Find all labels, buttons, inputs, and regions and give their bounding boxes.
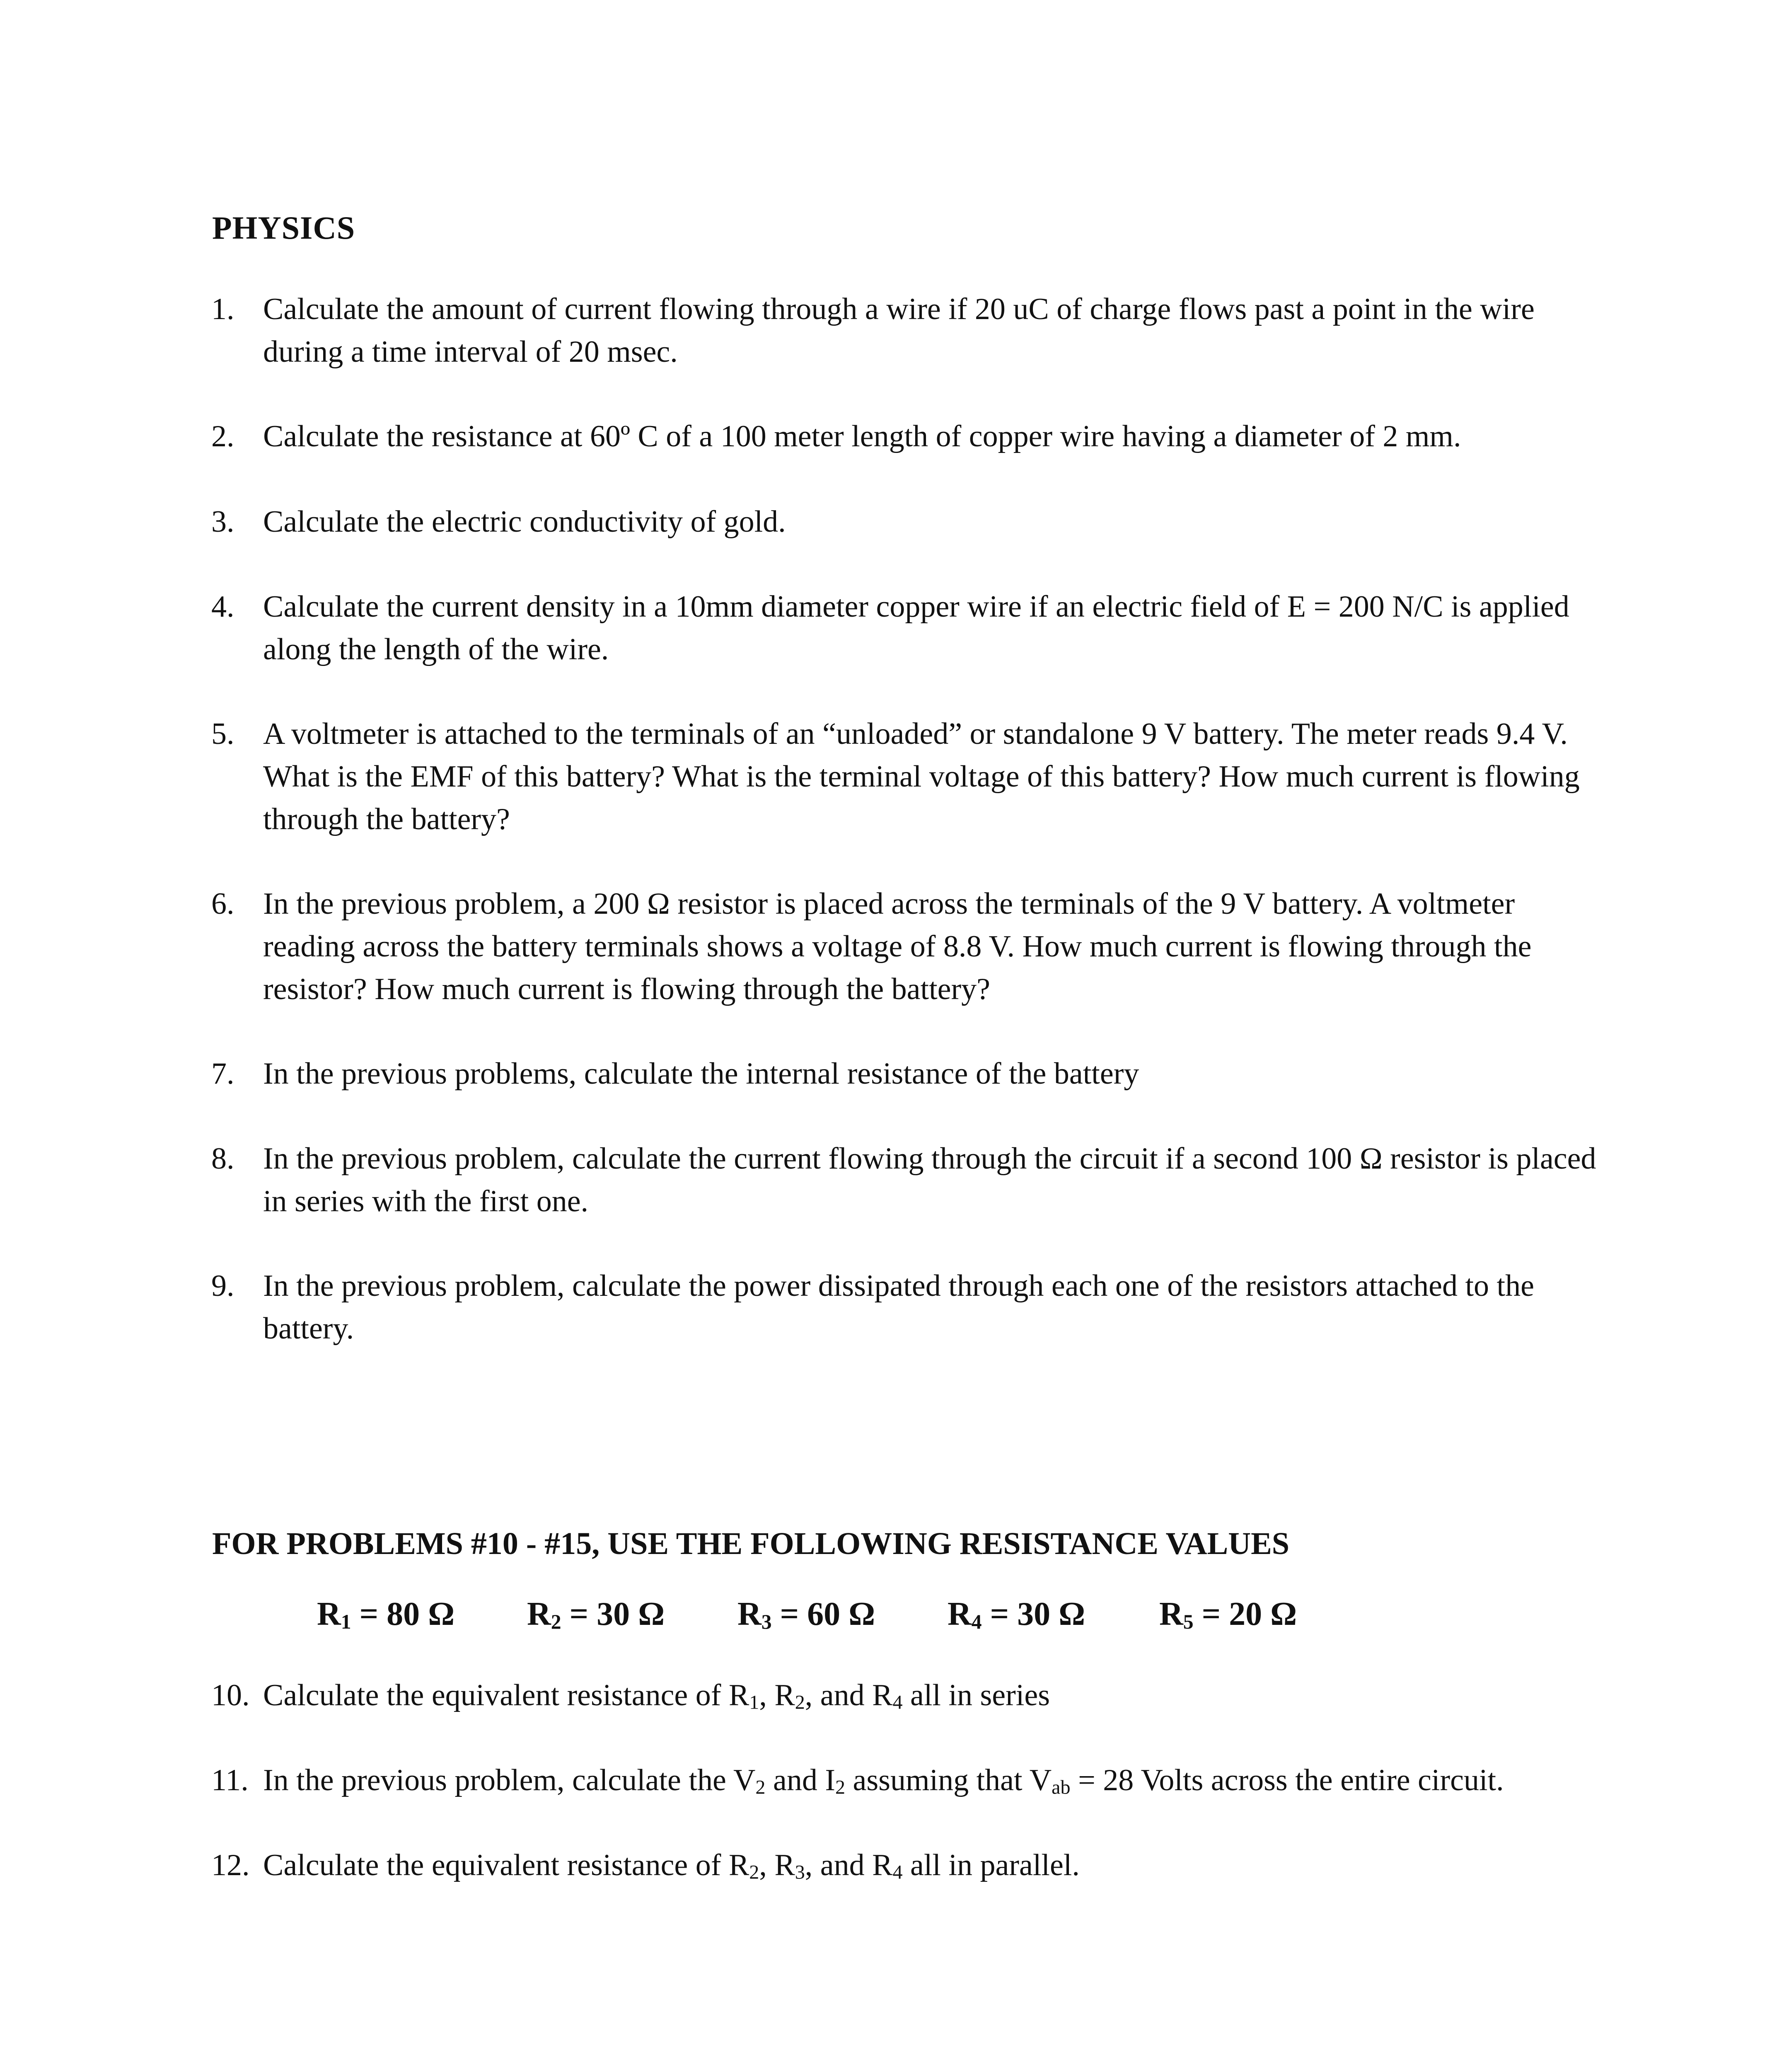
resistance-subscript: 5	[1183, 1610, 1194, 1633]
question-text: In the previous problems, calculate the internal resistance of the battery	[263, 1057, 1139, 1091]
question-text: In the previous problem, calculate the current flowing through the circuit if a second 100 Ω resistor is placed in series with the first one.	[263, 1142, 1596, 1218]
resistance-value-r1	[317, 1595, 455, 1633]
resistance-value-r4	[948, 1595, 1085, 1633]
question-number: 1.	[211, 292, 235, 326]
question-text: Calculate the amount of current flowing through a wire if 20 uC of charge flows past a point in the wire during a time interval of 20 msec.	[263, 292, 1535, 369]
question-text: Calculate the current density in a 10mm diameter copper wire if an electric field of E = 200 N/C is applied along the length of the wire.	[263, 590, 1569, 666]
page-title: PHYSICS	[212, 210, 355, 246]
resistance-value-r2	[527, 1595, 665, 1633]
resistance-value-r5	[1159, 1595, 1297, 1633]
question-text: Calculate the equivalent resistance of $R_2$, $R_3$, and $R_4$ all in parallel.	[263, 1848, 1080, 1883]
question-number: 12.	[211, 1848, 250, 1882]
question-number: 5.	[211, 717, 235, 751]
question-12	[211, 1844, 1612, 1887]
resistance-value: = 20 Ω	[1202, 1596, 1297, 1632]
question-7	[211, 1053, 1612, 1095]
resistance-symbol: R	[527, 1596, 551, 1632]
resistance-value-r3	[737, 1595, 875, 1633]
question-number: 9.	[211, 1269, 235, 1303]
question-text: Calculate the resistance at 60º C of a 100 meter length of copper wire having a diameter of 2 mm.	[263, 419, 1461, 453]
question-number: 7.	[211, 1057, 235, 1091]
question-number: 10.	[211, 1678, 250, 1712]
question-text: Calculate the equivalent resistance of $R_1$, $R_2$, and $R_4$ all in series	[263, 1678, 1050, 1714]
resistance-subscript: 1	[341, 1610, 351, 1633]
resistance-subscript: 4	[971, 1610, 982, 1633]
resistance-symbol: R	[737, 1596, 762, 1632]
question-number: 2.	[211, 419, 235, 453]
question-5	[211, 713, 1612, 841]
question-10	[211, 1674, 1612, 1717]
resistance-symbol: R	[1159, 1596, 1183, 1632]
question-4	[211, 586, 1612, 671]
question-1	[211, 288, 1612, 373]
resistance-value: = 30 Ω	[569, 1596, 665, 1632]
question-8	[211, 1138, 1612, 1223]
question-text: A voltmeter is attached to the terminals of an “unloaded” or standalone 9 V battery. The meter reads 9.4 V. What is the EMF of this battery? What is the terminal voltage of this battery? How much current is flowing through the battery?	[263, 717, 1580, 836]
question-number: 8.	[211, 1142, 235, 1176]
question-number: 3.	[211, 505, 235, 539]
question-11	[211, 1759, 1612, 1802]
question-text: Calculate the electric conductivity of gold.	[263, 505, 786, 539]
resistance-value: = 30 Ω	[990, 1596, 1085, 1632]
resistance-subscript: 3	[761, 1610, 772, 1633]
question-number: 11.	[211, 1763, 249, 1797]
resistance-symbol: R	[948, 1596, 972, 1632]
resistance-value: = 60 Ω	[780, 1596, 875, 1632]
question-6	[211, 883, 1612, 1011]
question-9	[211, 1265, 1612, 1350]
question-text: In the previous problem, calculate the power dissipated through each one of the resistors attached to the battery.	[263, 1269, 1534, 1346]
question-2	[211, 415, 1612, 458]
question-text: In the previous problem, calculate the $V_2$ and $I_2$ assuming that $V_{ab} = 28$ Volts across the entire circuit.	[263, 1763, 1504, 1798]
question-number: 4.	[211, 590, 235, 624]
resistance-symbol: R	[317, 1596, 341, 1632]
section-heading: FOR PROBLEMS #10 - #15, USE THE FOLLOWING RESISTANCE VALUES	[212, 1526, 1290, 1561]
resistance-value: = 80 Ω	[359, 1596, 455, 1632]
resistance-subscript: 2	[551, 1610, 561, 1633]
question-text: In the previous problem, a 200 Ω resistor is placed across the terminals of the 9 V battery. A voltmeter reading across the battery terminals shows a voltage of 8.8 V. How much current is flowing through the resistor? How much current is flowing through the battery?	[263, 887, 1532, 1006]
question-number: 6.	[211, 887, 235, 921]
question-3	[211, 501, 1612, 543]
